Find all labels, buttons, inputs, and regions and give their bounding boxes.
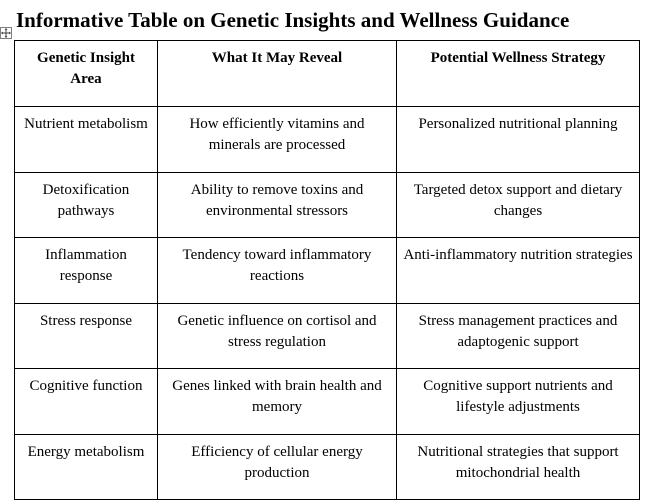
- insight-area-cell: Inflammation response: [15, 238, 158, 304]
- insight-area-cell: Cognitive function: [15, 369, 158, 435]
- strategy-cell: Cognitive support nutrients and lifestyle adjustments: [397, 369, 640, 435]
- table-row: [15, 107, 640, 173]
- table-row: [15, 434, 640, 500]
- reveal-cell: How efficiently vitamins and minerals are processed: [158, 107, 397, 173]
- table-row: [15, 238, 640, 304]
- strategy-cell: Nutritional strategies that support mitochondrial health: [397, 434, 640, 500]
- strategy-cell: Personalized nutritional planning: [397, 107, 640, 173]
- strategy-cell: Stress management practices and adaptogenic support: [397, 303, 640, 369]
- header-what-it-may-reveal: What It May Reveal: [158, 41, 397, 107]
- header-potential-wellness-strategy: Potential Wellness Strategy: [397, 41, 640, 107]
- table-row: [15, 303, 640, 369]
- table-header-row: [15, 41, 640, 107]
- reveal-cell: Genes linked with brain health and memory: [158, 369, 397, 435]
- insight-area-cell: Energy metabolism: [15, 434, 158, 500]
- reveal-cell: Efficiency of cellular energy production: [158, 434, 397, 500]
- reveal-cell: Genetic influence on cortisol and stress regulation: [158, 303, 397, 369]
- table-row: [15, 172, 640, 238]
- insight-area-cell: Nutrient metabolism: [15, 107, 158, 173]
- strategy-cell: Anti-inflammatory nutrition strategies: [397, 238, 640, 304]
- insight-area-cell: Detoxification pathways: [15, 172, 158, 238]
- document-title: Informative Table on Genetic Insights and Wellness Guidance: [16, 8, 570, 32]
- insight-area-cell: Stress response: [15, 303, 158, 369]
- table-row: [15, 369, 640, 435]
- move-cross-icon: [1, 28, 11, 38]
- strategy-cell: Targeted detox support and dietary changes: [397, 172, 640, 238]
- header-genetic-insight-area: Genetic Insight Area: [15, 41, 158, 107]
- table-move-handle[interactable]: [0, 27, 12, 39]
- genetic-insights-table: [14, 40, 640, 500]
- reveal-cell: Tendency toward inflammatory reactions: [158, 238, 397, 304]
- reveal-cell: Ability to remove toxins and environmental stressors: [158, 172, 397, 238]
